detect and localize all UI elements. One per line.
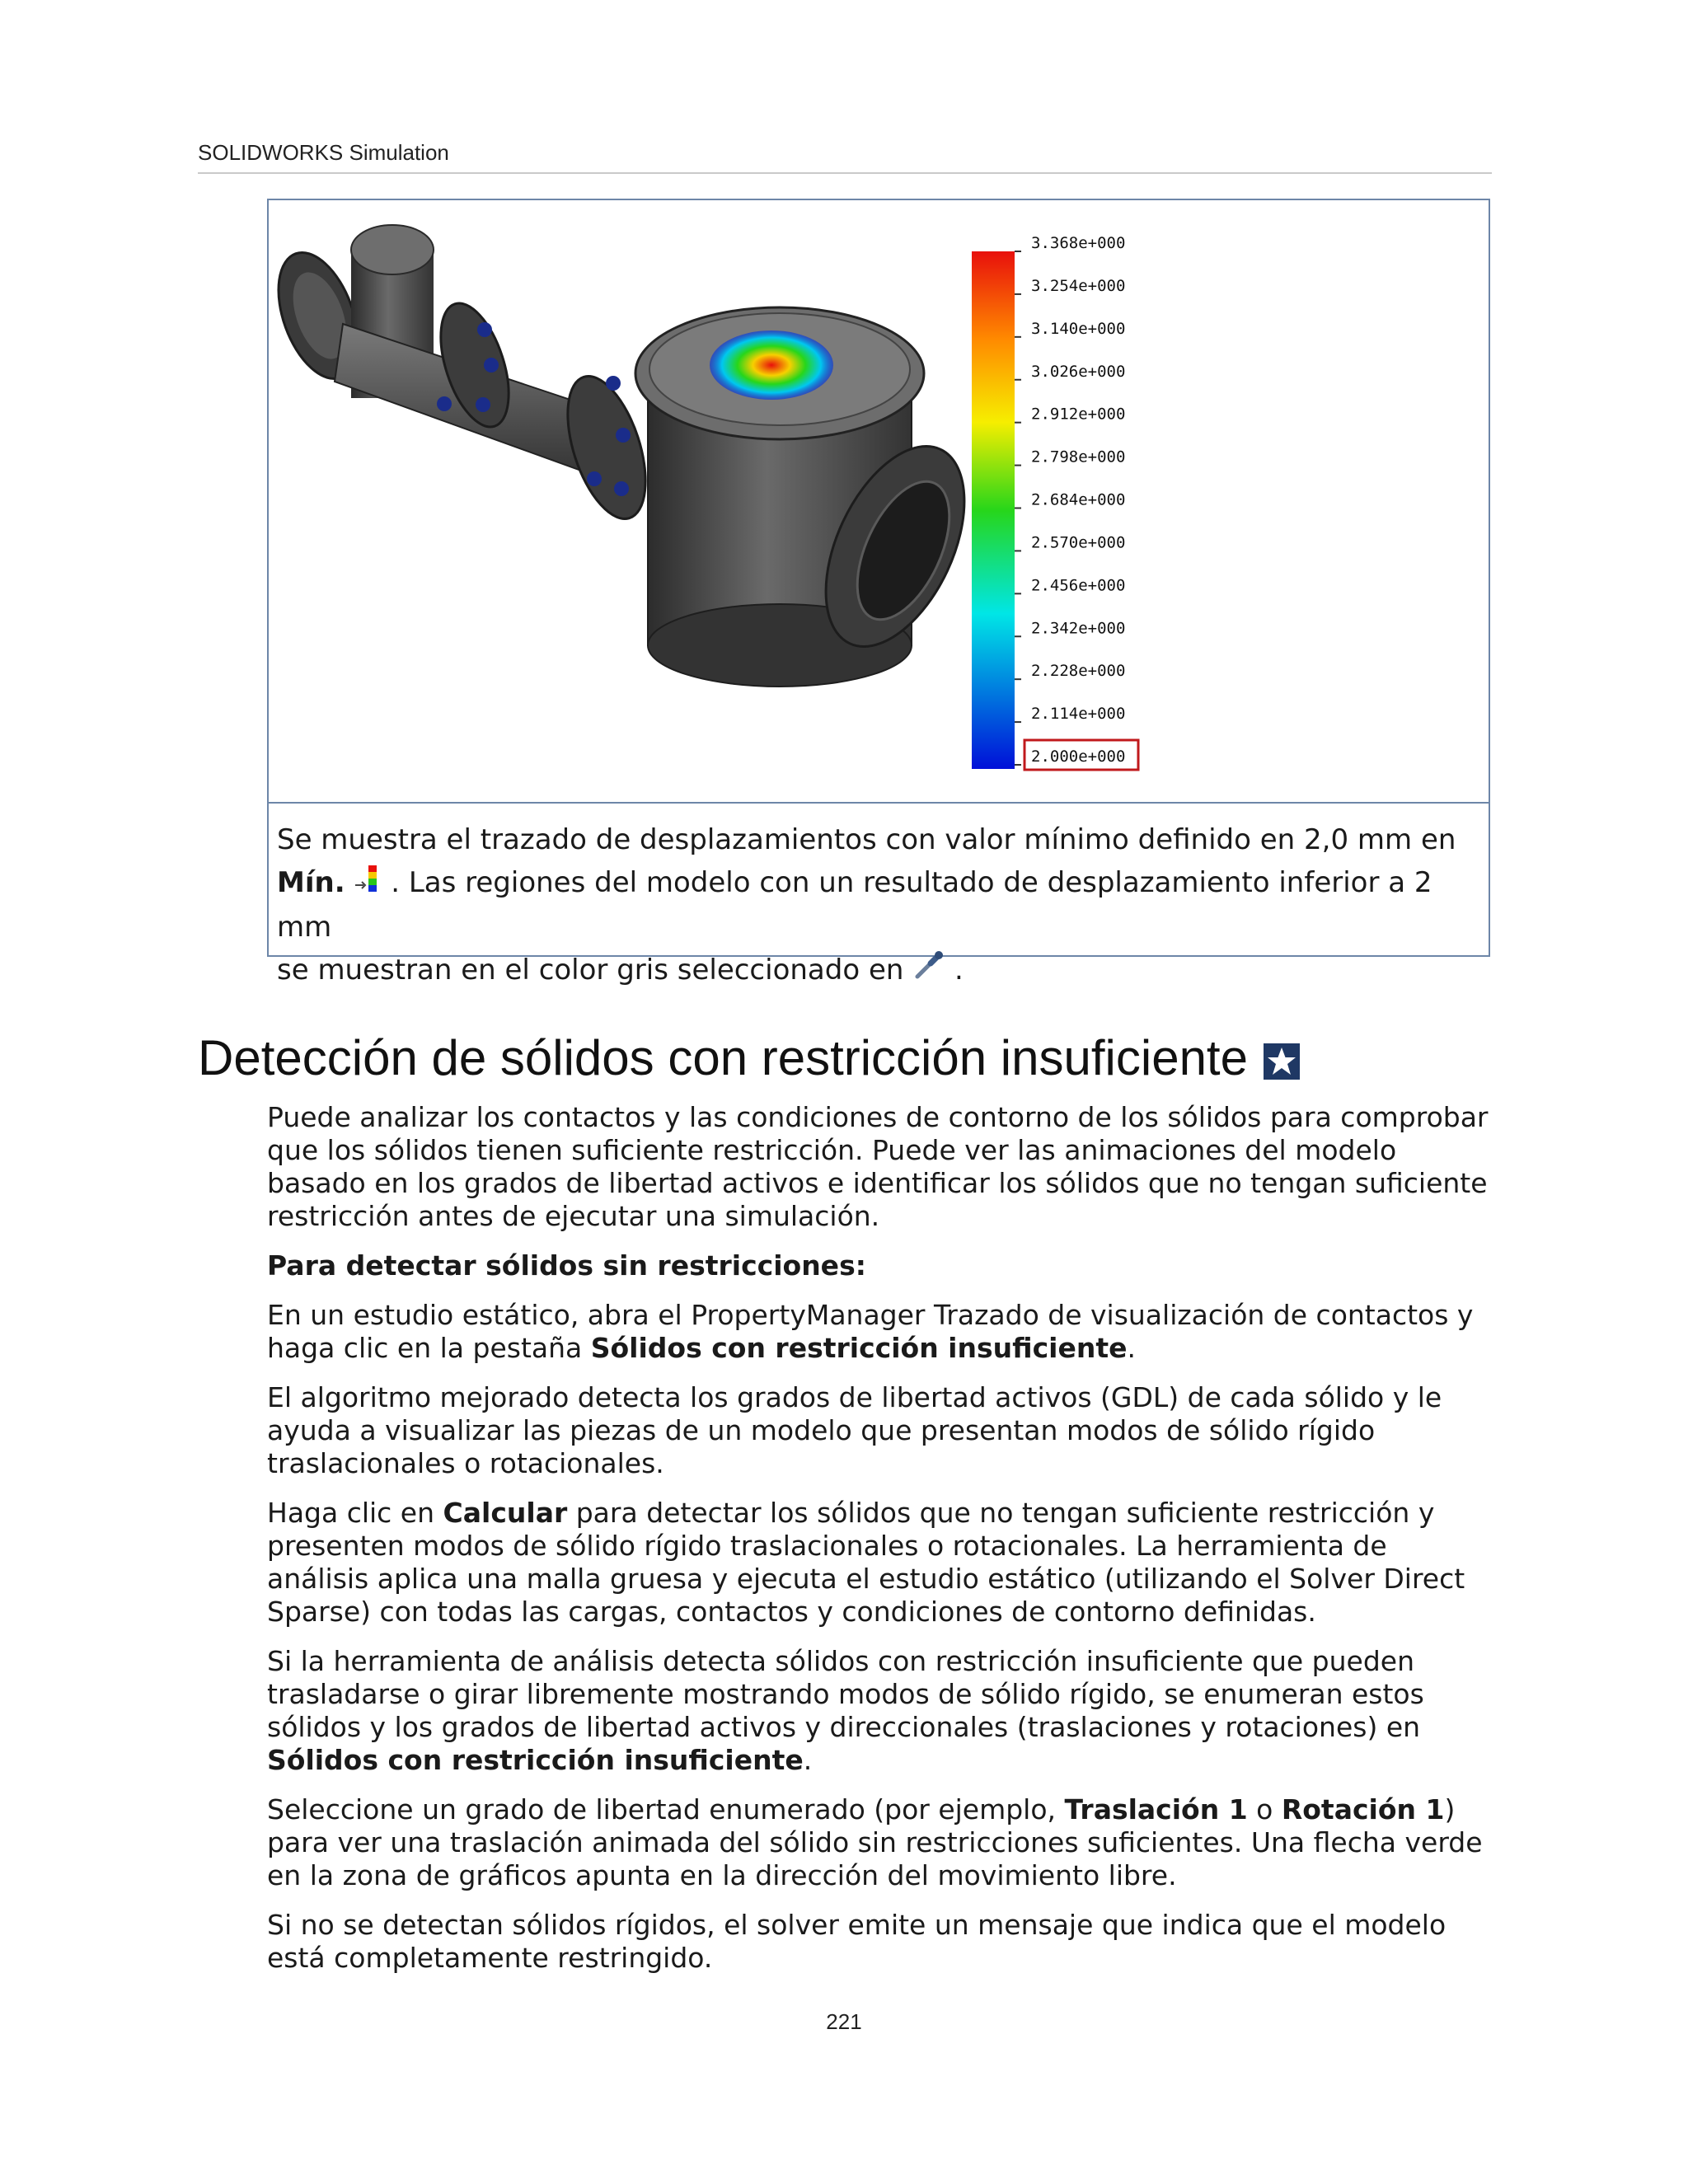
- legend-tick-label: 2.342e+000: [1031, 619, 1126, 638]
- bold-term: Sólidos con restricción insuficiente: [590, 1332, 1128, 1364]
- paragraph-select-dof: [267, 1793, 1495, 1892]
- section-title: [198, 1029, 1517, 1091]
- paragraph-intro: Puede analizar los contactos y las condiciones de contorno de los sólidos para comprobar que los sólidos tienen suficiente restricción. Puede ver las animaciones del modelo basado en los grados de libertad activos e identificar los sólidos que no tengan suficiente restricción antes de ejecutar una simulación.: [267, 1101, 1489, 1232]
- legend-tick-label: 3.026e+000: [1031, 362, 1126, 381]
- legend-tick-label: 2.456e+000: [1031, 576, 1126, 595]
- bold-term: Sólidos con restricción insuficiente: [267, 1744, 804, 1776]
- procedure-heading: Para detectar sólidos sin restricciones:: [267, 1249, 866, 1282]
- running-header: [198, 140, 1492, 174]
- text-run: En un estudio estático, abra el PropertyManager Trazado de visualización de contactos y haga clic en la pestaña: [267, 1299, 1474, 1364]
- text-run: para detectar los sólidos que no tengan suficiente restricción y presenten modos de sólido rígido traslacionales o rotacionales. La herramienta de análisis aplica una malla gruesa y ejecuta el estudio estático (utilizando el Solver Direct Sparse) con todas las cargas, contactos y condiciones de contorno definidas.: [267, 1497, 1465, 1628]
- figure-box: [267, 199, 1490, 987]
- figure-caption: [269, 802, 1489, 987]
- section-title-text: Detección de sólidos con restricción insuficiente: [198, 1030, 1248, 1085]
- new-feature-star-icon: [1262, 1032, 1301, 1091]
- eyedropper-icon: [912, 949, 945, 994]
- paragraph-fully-restrained: Si no se detectan sólidos rígidos, el solver emite un mensaje que indica que el modelo está completamente restringido.: [267, 1909, 1447, 1974]
- caption-line-2: . Las regiones del modelo con un resultado de desplazamiento inferior a 2 mm: [277, 866, 1432, 944]
- paragraph-open-study: [267, 1299, 1495, 1365]
- legend-tick-label: 3.254e+000: [1031, 276, 1126, 295]
- page-number: 221: [826, 2009, 862, 2034]
- bold-term: Calcular: [443, 1497, 568, 1529]
- bold-term: Traslación 1: [1064, 1793, 1248, 1825]
- paragraph-procedure-heading: [267, 1249, 1495, 1282]
- legend-color-bar: [972, 251, 1015, 769]
- min-value-icon: [354, 863, 382, 906]
- legend-tick-label: 2.798e+000: [1031, 448, 1126, 466]
- caption-line-1: Se muestra el trazado de desplazamientos con valor mínimo definido en 2,0 mm en: [277, 823, 1456, 856]
- caption-line-3-end: .: [954, 953, 964, 987]
- text-run: Haga clic en: [267, 1497, 443, 1529]
- legend-tick-label: 2.684e+000: [1031, 490, 1126, 509]
- pipe-model-illustration: [269, 225, 992, 687]
- paragraph-detected-solids: [267, 1645, 1495, 1777]
- caption-min-label: Mín.: [277, 866, 345, 899]
- text-run: o: [1247, 1793, 1282, 1825]
- text-run: Si la herramienta de análisis detecta sólidos con restricción insuficiente que pueden trasladarse o girar libremente mostrando modos de sólido rígido, se enumeran estos sólidos y los grados de libertad activos y direccionales (traslaciones y rotaciones) en: [267, 1645, 1424, 1743]
- paragraph-calculate: [267, 1497, 1495, 1629]
- caption-line-3: se muestran en el color gris seleccionado en: [277, 953, 904, 987]
- color-legend: [972, 234, 1138, 770]
- paragraph-algorithm: El algoritmo mejorado detecta los grados de libertad activos (GDL) de cada sólido y le ayuda a visualizar las piezas de un modelo que presentan modos de sólido rígido traslacionales o rotacionales.: [267, 1381, 1442, 1479]
- section-body: [267, 1101, 1495, 1991]
- legend-tick-label: 3.140e+000: [1031, 319, 1126, 338]
- text-run: .: [803, 1744, 813, 1776]
- text-run: ) para ver una traslación animada del sólido sin restricciones suficientes. Una flecha verde en la zona de gráficos apunta en la dirección del movimiento libre.: [267, 1793, 1483, 1891]
- legend-tick-label: 2.114e+000: [1031, 705, 1126, 724]
- bold-term: Rotación 1: [1281, 1793, 1445, 1825]
- running-header-title: SOLIDWORKS Simulation: [198, 140, 449, 165]
- text-run: Seleccione un grado de libertad enumerado (por ejemplo,: [267, 1793, 1065, 1825]
- displacement-plot-image: [269, 200, 1489, 802]
- text-run: .: [1127, 1332, 1136, 1364]
- legend-tick-label: 2.570e+000: [1031, 533, 1126, 552]
- legend-tick-label: 3.368e+000: [1031, 234, 1126, 252]
- legend-tick-label: 2.912e+000: [1031, 405, 1126, 424]
- legend-tick-label: 2.228e+000: [1031, 662, 1126, 681]
- legend-tick-label: 2.000e+000: [1031, 748, 1126, 766]
